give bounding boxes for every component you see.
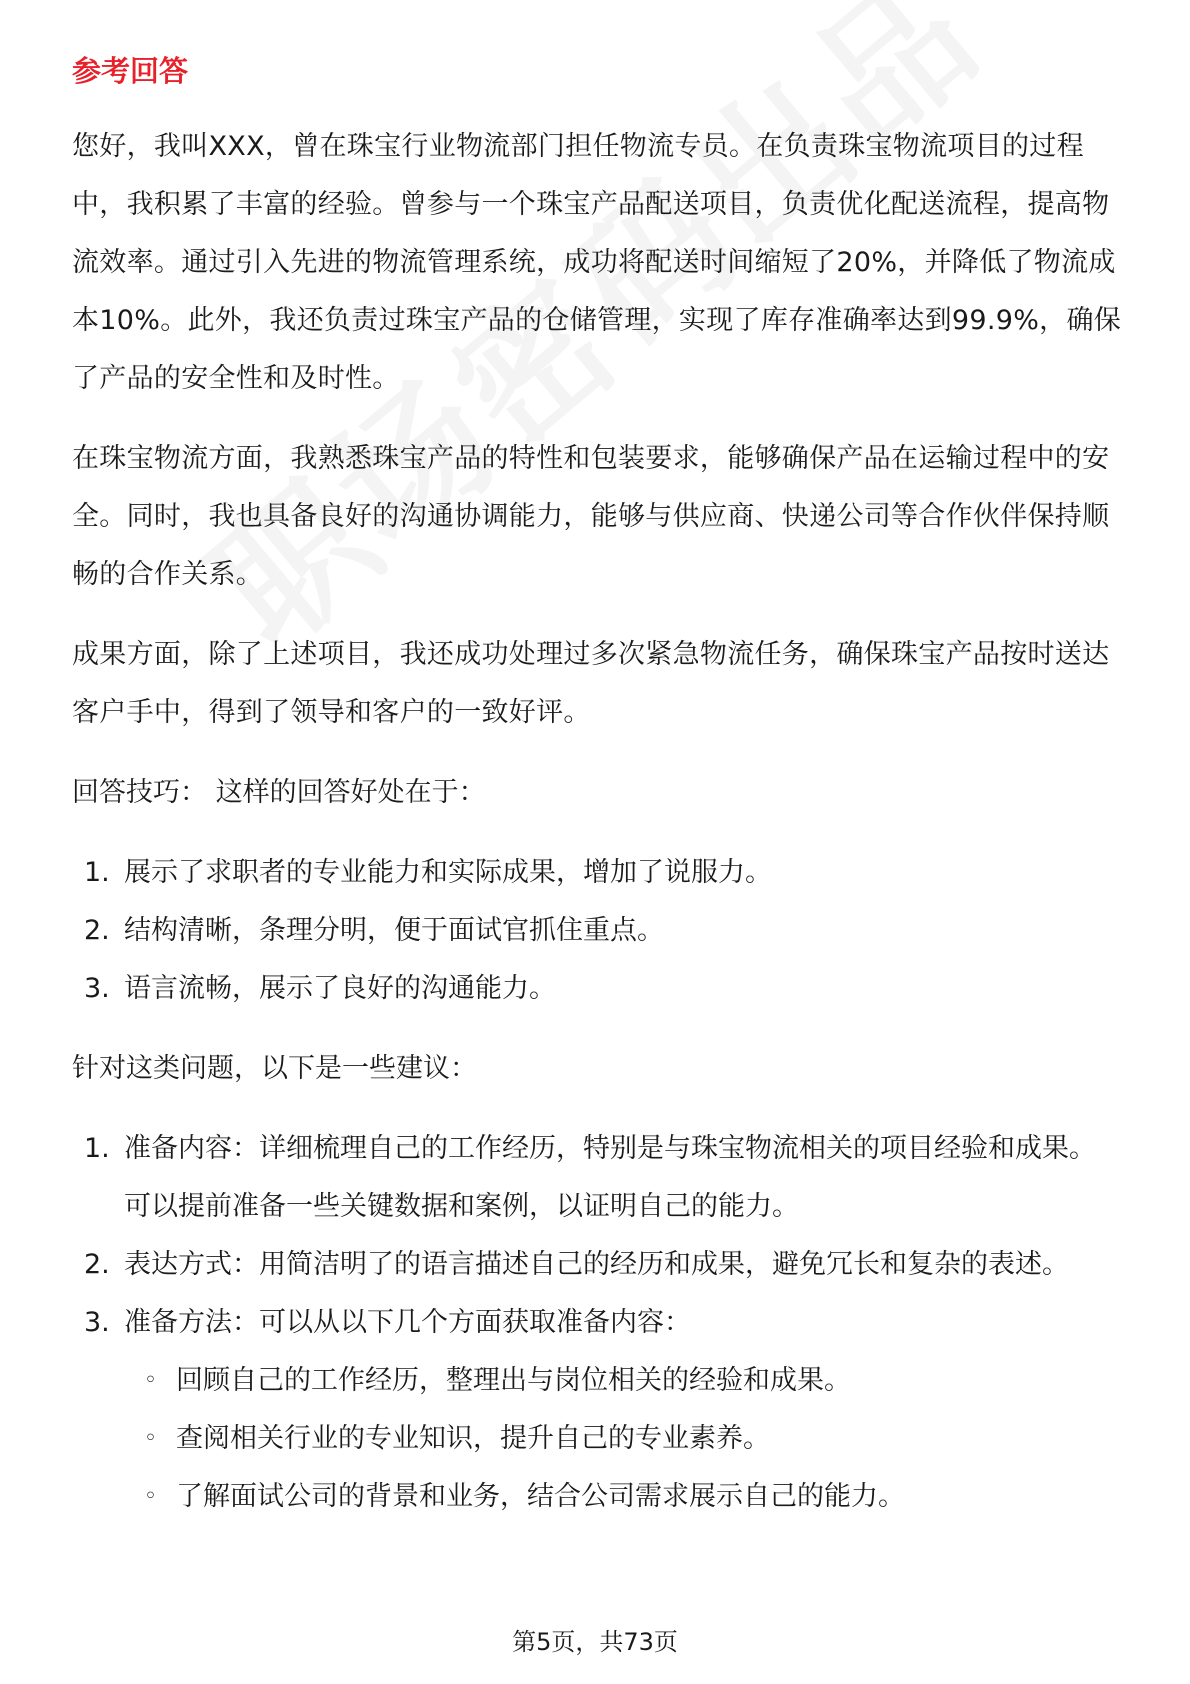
bullet-icon: ◦ <box>144 1368 157 1393</box>
advice-sublist <box>124 1352 1122 1526</box>
answer-paragraph-2: 在珠宝物流方面，我熟悉珠宝产品的特性和包装要求，能够确保产品在运输过程中的安全。同时，我也具备良好的沟通协调能力，能够与供应商、快递公司等合作伙伴保持顺畅的合作关系。 <box>72 443 1110 590</box>
tips-item-2 <box>72 902 1122 960</box>
section-title: 参考回答 <box>72 54 189 88</box>
advice-item-1 <box>72 1120 1122 1236</box>
tips-list <box>72 844 1122 1018</box>
list-item-text: 结构清晰，条理分明，便于面试官抓住重点。 <box>124 915 664 946</box>
list-number: 2. <box>84 915 110 946</box>
list-item-text: 表达方式：用简洁明了的语言描述自己的经历和成果，避免冗长和复杂的表述。 <box>124 1249 1069 1280</box>
advice-subitem-1 <box>124 1352 1122 1410</box>
list-number: 3. <box>84 973 110 1004</box>
list-number: 3. <box>84 1307 110 1338</box>
list-number: 1. <box>84 1133 110 1164</box>
list-item-text: 展示了求职者的专业能力和实际成果，增加了说服力。 <box>124 857 772 888</box>
list-item-text: 语言流畅，展示了良好的沟通能力。 <box>124 973 556 1004</box>
list-item-text: 查阅相关行业的专业知识，提升自己的专业素养。 <box>176 1423 770 1454</box>
tips-label: 回答技巧： 这样的回答好处在于： <box>72 777 486 808</box>
list-item-text: 了解面试公司的背景和业务，结合公司需求展示自己的能力。 <box>176 1481 905 1512</box>
answer-paragraph-3: 成果方面，除了上述项目，我还成功处理过多次紧急物流任务，确保珠宝产品按时送达客户手中，得到了领导和客户的一致好评。 <box>72 639 1110 728</box>
page-footer: 第5页，共73页 <box>512 1628 678 1656</box>
list-item-text: 回顾自己的工作经历，整理出与岗位相关的经验和成果。 <box>176 1365 851 1396</box>
tips-item-3 <box>72 960 1122 1018</box>
advice-item-2 <box>72 1236 1122 1294</box>
list-item-text: 准备方法：可以从以下几个方面获取准备内容： <box>124 1307 691 1338</box>
list-number: 1. <box>84 857 110 888</box>
list-number: 2. <box>84 1249 110 1280</box>
advice-subitem-2 <box>124 1410 1122 1468</box>
bullet-icon: ◦ <box>144 1426 157 1451</box>
tips-item-1 <box>72 844 1122 902</box>
advice-item-3 <box>72 1294 1122 1526</box>
answer-paragraph-1: 您好，我叫XXX，曾在珠宝行业物流部门担任物流专员。在负责珠宝物流项目的过程中，我积累了丰富的经验。曾参与一个珠宝产品配送项目，负责优化配送流程，提高物流效率。通过引入先进的物流管理系统，成功将配送时间缩短了20%，并降低了物流成本10%。此外，我还负责过珠宝产品的仓储管理，实现了库存准确率达到99.9%，确保了产品的安全性和及时性。 <box>72 131 1122 394</box>
advice-list <box>72 1120 1122 1526</box>
bullet-icon: ◦ <box>144 1484 157 1509</box>
content-body <box>72 48 1122 1548</box>
advice-subitem-3 <box>124 1468 1122 1526</box>
list-item-text: 准备内容：详细梳理自己的工作经历，特别是与珠宝物流相关的项目经验和成果。可以提前准备一些关键数据和案例，以证明自己的能力。 <box>124 1133 1096 1222</box>
advice-label: 针对这类问题，以下是一些建议： <box>72 1053 477 1084</box>
